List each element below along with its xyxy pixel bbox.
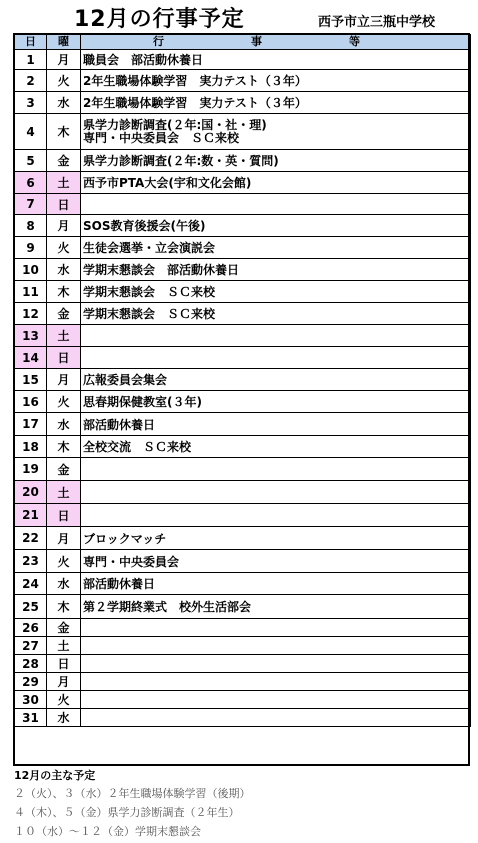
event-cell: 専門・中央委員会 <box>81 550 471 573</box>
column-header-day: 日 <box>15 35 47 50</box>
day-cell: 14 <box>15 347 47 369</box>
day-cell: 15 <box>15 369 47 391</box>
event-line: 専門・中央委員会 ＳＣ来校 <box>83 130 240 145</box>
table-row <box>15 504 471 527</box>
table-header-row <box>15 35 471 50</box>
weekday-cell: 月 <box>47 215 81 237</box>
event-cell <box>81 458 471 481</box>
weekday-cell: 火 <box>47 691 81 709</box>
event-cell: 部活動休養日 <box>81 573 471 595</box>
event-cell: 生徒会選挙・立会演説会 <box>81 237 471 259</box>
weekday-cell: 日 <box>47 194 81 215</box>
weekday-cell: 水 <box>47 92 81 114</box>
day-cell: 29 <box>15 673 47 691</box>
weekday-cell: 木 <box>47 114 81 150</box>
schedule-rows <box>15 50 471 727</box>
weekday-cell: 土 <box>47 325 81 347</box>
summary-line: ４（木）、５（金）県学力診断調査（２年生） <box>14 806 240 819</box>
event-cell <box>81 325 471 347</box>
day-cell: 1 <box>15 50 47 70</box>
day-cell: 18 <box>15 436 47 458</box>
day-cell: 17 <box>15 413 47 436</box>
table-row <box>15 325 471 347</box>
day-cell: 27 <box>15 637 47 655</box>
weekday-cell: 土 <box>47 172 81 194</box>
day-cell: 8 <box>15 215 47 237</box>
school-name: 西予市立三瓶中学校 <box>318 15 436 30</box>
table-row <box>15 481 471 504</box>
day-cell: 6 <box>15 172 47 194</box>
table-row <box>15 458 471 481</box>
table-row <box>15 172 471 194</box>
day-cell: 16 <box>15 391 47 413</box>
day-cell: 11 <box>15 281 47 303</box>
event-cell: SOS教育後援会(午後) <box>81 215 471 237</box>
event-cell: 県学力診断調査(２年:数・英・質問) <box>81 150 471 172</box>
day-cell: 25 <box>15 595 47 619</box>
event-cell: 2年生職場体験学習 実力テスト（３年） <box>81 92 471 114</box>
page-title: 12月の行事予定 <box>74 7 245 32</box>
event-cell <box>81 655 471 673</box>
table-row <box>15 709 471 727</box>
table-row <box>15 92 471 114</box>
event-cell: 広報委員会集会 <box>81 369 471 391</box>
table-row <box>15 114 471 150</box>
weekday-cell: 日 <box>47 347 81 369</box>
event-cell: 2年生職場体験学習 実力テスト（３年） <box>81 70 471 92</box>
table-row <box>15 259 471 281</box>
day-cell: 2 <box>15 70 47 92</box>
weekday-cell: 日 <box>47 504 81 527</box>
table-row <box>15 637 471 655</box>
day-cell: 3 <box>15 92 47 114</box>
summary-section <box>14 768 470 841</box>
day-cell: 21 <box>15 504 47 527</box>
event-cell <box>81 673 471 691</box>
table-row <box>15 527 471 550</box>
weekday-cell: 月 <box>47 50 81 70</box>
table-row <box>15 655 471 673</box>
weekday-cell: 水 <box>47 413 81 436</box>
table-row <box>15 573 471 595</box>
event-cell <box>81 709 471 727</box>
table-row <box>15 215 471 237</box>
event-cell: 部活動休養日 <box>81 413 471 436</box>
weekday-cell: 土 <box>47 637 81 655</box>
weekday-cell: 火 <box>47 237 81 259</box>
weekday-cell: 火 <box>47 70 81 92</box>
summary-line: １０（水）～１２（金）学期末懇談会 <box>14 825 201 838</box>
table-row <box>15 436 471 458</box>
schedule-table <box>14 34 471 727</box>
day-cell: 24 <box>15 573 47 595</box>
summary-line: ２（火）、３（水）２年生職場体験学習（後期） <box>14 787 251 800</box>
day-cell: 26 <box>15 619 47 637</box>
event-cell: 西予市PTA大会(宇和文化会館) <box>81 172 471 194</box>
column-header-weekday: 曜 <box>47 35 81 50</box>
event-cell: ブロックマッチ <box>81 527 471 550</box>
weekday-cell: 金 <box>47 303 81 325</box>
table-row <box>15 619 471 637</box>
event-cell <box>81 637 471 655</box>
table-row <box>15 369 471 391</box>
weekday-cell: 木 <box>47 436 81 458</box>
event-cell: 学期末懇談会 部活動休養日 <box>81 259 471 281</box>
event-cell <box>81 619 471 637</box>
day-cell: 22 <box>15 527 47 550</box>
summary-title: 12月の主な予定 <box>14 769 96 782</box>
weekday-cell: 木 <box>47 281 81 303</box>
page-header <box>0 0 478 34</box>
event-cell <box>81 504 471 527</box>
weekday-cell: 木 <box>47 595 81 619</box>
day-cell: 13 <box>15 325 47 347</box>
table-row <box>15 281 471 303</box>
day-cell: 10 <box>15 259 47 281</box>
event-cell <box>81 194 471 215</box>
event-cell: 職員会 部活動休養日 <box>81 50 471 70</box>
event-cell <box>81 114 471 150</box>
table-row <box>15 595 471 619</box>
weekday-cell: 火 <box>47 550 81 573</box>
event-cell <box>81 691 471 709</box>
table-row <box>15 347 471 369</box>
table-row <box>15 150 471 172</box>
table-row <box>15 194 471 215</box>
day-cell: 19 <box>15 458 47 481</box>
weekday-cell: 月 <box>47 673 81 691</box>
day-cell: 30 <box>15 691 47 709</box>
table-row <box>15 50 471 70</box>
event-line: 県学力診断調査(２年:国・社・理) <box>83 117 267 132</box>
weekday-cell: 水 <box>47 573 81 595</box>
table-row <box>15 550 471 573</box>
event-cell: 思春期保健教室(３年) <box>81 391 471 413</box>
day-cell: 20 <box>15 481 47 504</box>
weekday-cell: 金 <box>47 150 81 172</box>
weekday-cell: 月 <box>47 527 81 550</box>
table-row <box>15 413 471 436</box>
day-cell: 31 <box>15 709 47 727</box>
day-cell: 23 <box>15 550 47 573</box>
day-cell: 7 <box>15 194 47 215</box>
table-row <box>15 303 471 325</box>
event-cell: 第２学期終業式 校外生活部会 <box>81 595 471 619</box>
table-row <box>15 391 471 413</box>
event-cell: 学期末懇談会 ＳＣ来校 <box>81 281 471 303</box>
day-cell: 4 <box>15 114 47 150</box>
table-row <box>15 673 471 691</box>
event-cell <box>81 481 471 504</box>
weekday-cell: 月 <box>47 369 81 391</box>
table-row <box>15 691 471 709</box>
weekday-cell: 水 <box>47 709 81 727</box>
weekday-cell: 水 <box>47 259 81 281</box>
weekday-cell: 火 <box>47 391 81 413</box>
column-header-events: 行 事 等 <box>81 35 471 50</box>
day-cell: 28 <box>15 655 47 673</box>
day-cell: 12 <box>15 303 47 325</box>
weekday-cell: 日 <box>47 655 81 673</box>
table-row <box>15 237 471 259</box>
day-cell: 9 <box>15 237 47 259</box>
weekday-cell: 金 <box>47 458 81 481</box>
event-cell: 学期末懇談会 ＳＣ来校 <box>81 303 471 325</box>
event-cell <box>81 347 471 369</box>
weekday-cell: 金 <box>47 619 81 637</box>
table-row <box>15 70 471 92</box>
event-cell: 全校交流 ＳＣ来校 <box>81 436 471 458</box>
day-cell: 5 <box>15 150 47 172</box>
weekday-cell: 土 <box>47 481 81 504</box>
